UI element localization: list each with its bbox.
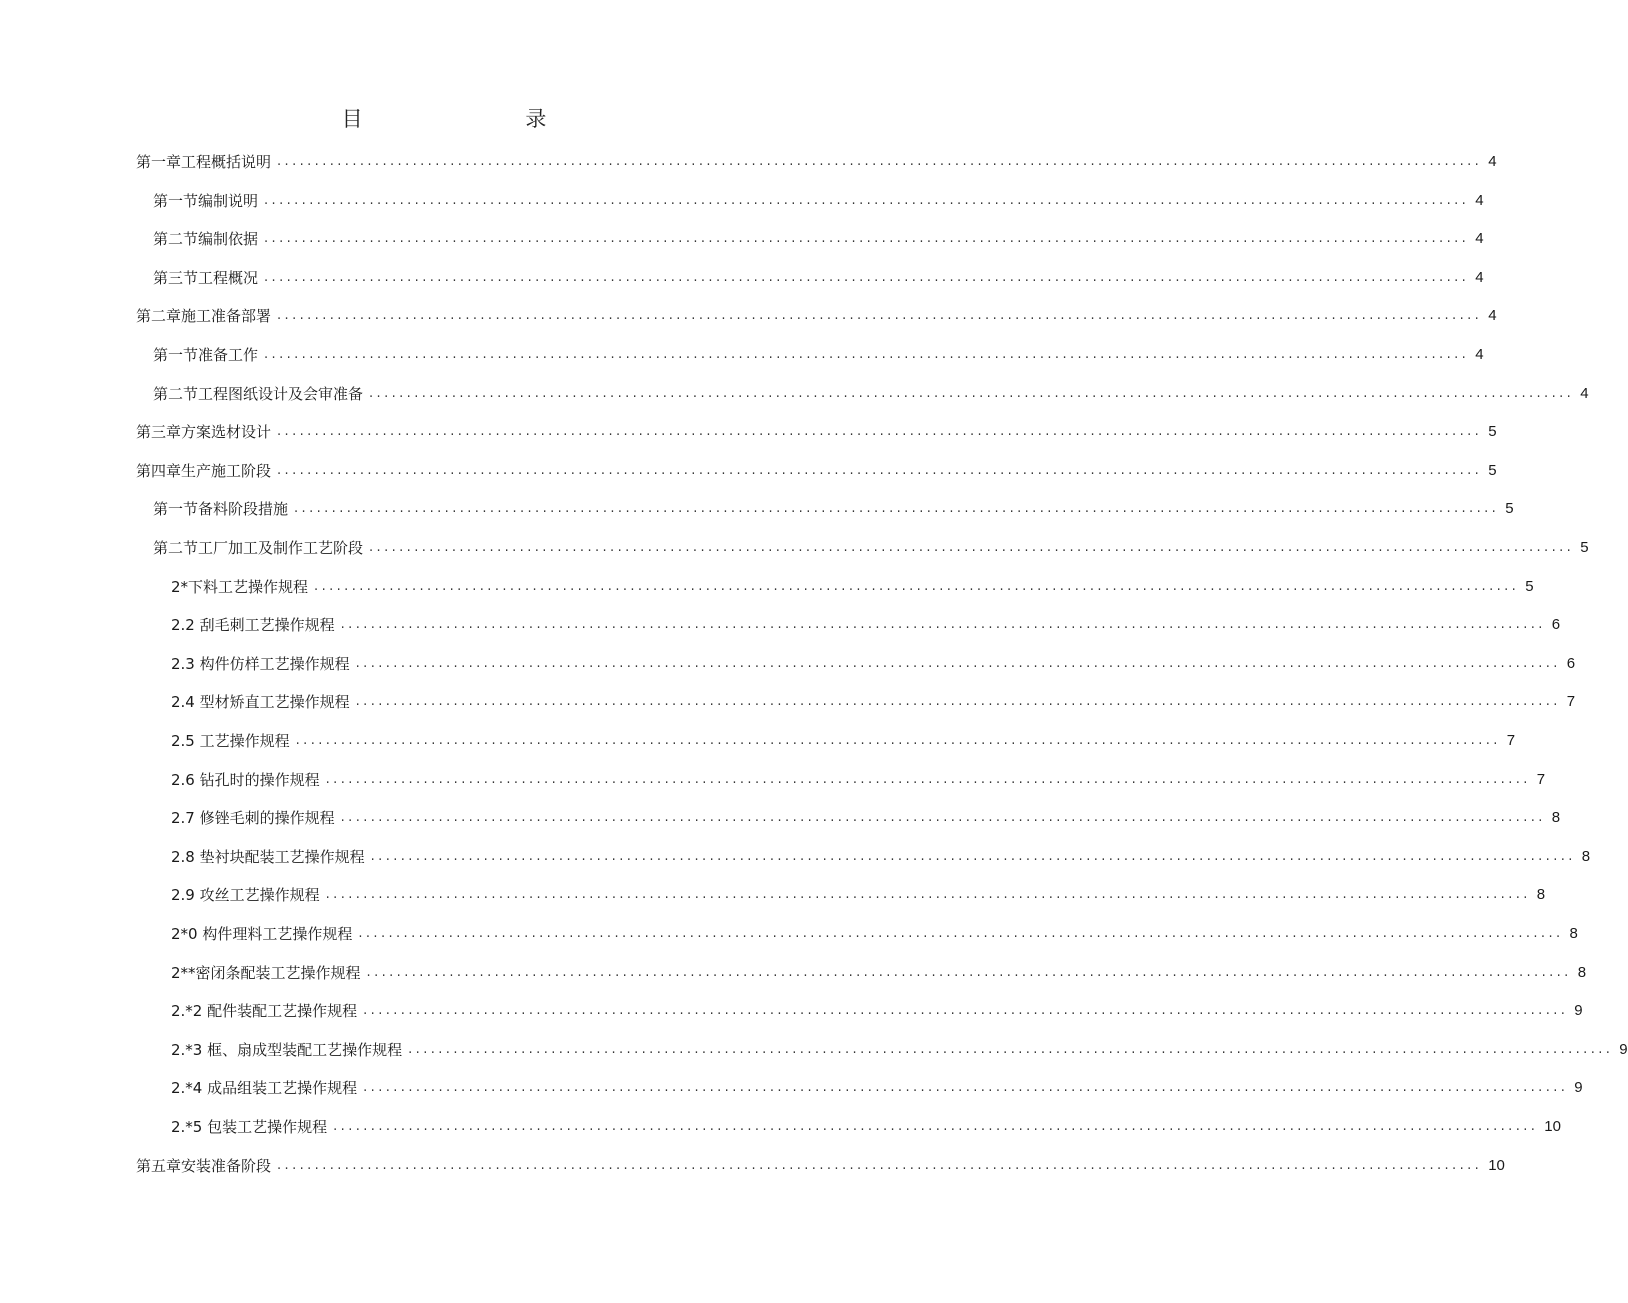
dot-leader: ................................................................................................................................................................ (363, 1080, 1569, 1096)
toc-entry[interactable] (153, 225, 1484, 249)
dot-leader: ................................................................................................................................................................ (277, 308, 1483, 324)
toc-entry[interactable] (171, 804, 1561, 828)
toc-entry-label: 2*下料工艺操作规程 (171, 577, 309, 596)
toc-entry-label: 2.3 构件仿样工艺操作规程 (171, 654, 350, 673)
toc-entry[interactable] (171, 881, 1546, 905)
toc-entry[interactable] (153, 534, 1589, 558)
toc-entry-page-number: 8 (1569, 925, 1578, 942)
toc-entry-label: 2.*4 成品组装工艺操作规程 (171, 1079, 358, 1098)
toc-entry-label: 第三节工程概况 (153, 268, 259, 287)
toc-entry-label: 2**密闭条配装工艺操作规程 (171, 963, 361, 982)
toc-entry[interactable] (171, 1113, 1561, 1137)
toc-entry-page-number: 9 (1574, 1079, 1583, 1097)
toc-entry-page-number: 6 (1551, 616, 1561, 634)
toc-entry-label: 2.*5 包装工艺操作规程 (171, 1118, 328, 1136)
toc-entry[interactable] (171, 766, 1546, 790)
toc-entry-page-number: 6 (1566, 654, 1576, 672)
toc-entry-label: 第三章方案选材设计 (136, 423, 272, 442)
toc-entry[interactable] (153, 187, 1484, 211)
toc-entry-page-number: 7 (1566, 693, 1576, 711)
toc-entry[interactable] (171, 573, 1534, 597)
toc-entry-label: 第一章工程概括说明 (136, 153, 272, 171)
toc-entry[interactable] (153, 341, 1484, 365)
toc-entry-label: 第二节工程图纸设计及会审准备 (153, 384, 364, 403)
toc-entry-page-number: 5 (1525, 577, 1534, 595)
toc-entry-label: 第二节工厂加工及制作工艺阶段 (153, 539, 364, 557)
toc-entry[interactable] (171, 727, 1516, 751)
toc-entry[interactable] (153, 380, 1589, 404)
dot-leader: ................................................................................................................................................................ (358, 926, 1564, 941)
dot-leader: ................................................................................................................................................................ (264, 231, 1470, 247)
toc-entry[interactable] (136, 302, 1497, 326)
dot-leader: ................................................................................................................................................................ (264, 269, 1470, 285)
dot-leader: ................................................................................................................................................................ (363, 1003, 1569, 1019)
toc-entry[interactable] (171, 688, 1576, 712)
toc-entry-page-number: 5 (1488, 461, 1497, 479)
dot-leader: ................................................................................................................................................................ (264, 192, 1470, 208)
toc-entry-label: 第二章施工准备部署 (136, 307, 272, 326)
dot-leader: ................................................................................................................................................................ (366, 964, 1572, 980)
toc-entry-label: 2.9 攻丝工艺操作规程 (171, 886, 320, 905)
toc-entry-page-number: 10 (1544, 1118, 1561, 1135)
dot-leader: ................................................................................................................................................................ (370, 848, 1576, 864)
toc-entry[interactable] (136, 457, 1497, 481)
toc-entry-label: 第四章生产施工阶段 (136, 461, 272, 480)
toc-entry-page-number: 4 (1488, 153, 1497, 170)
dot-leader: ................................................................................................................................................................ (264, 347, 1470, 362)
toc-entry[interactable] (171, 1074, 1583, 1098)
toc-entry-label: 2.8 垫衬块配装工艺操作规程 (171, 847, 365, 866)
toc-entry-page-number: 9 (1574, 1002, 1583, 1020)
dot-leader: ................................................................................................................................................................ (325, 887, 1531, 903)
toc-entry-page-number: 4 (1475, 191, 1484, 209)
dot-leader: ................................................................................................................................................................ (340, 617, 1546, 633)
toc-entry-page-number: 8 (1581, 847, 1591, 865)
dot-leader: ................................................................................................................................................................ (277, 462, 1483, 478)
dot-leader: ................................................................................................................................................................ (314, 578, 1520, 594)
toc-title: 目 录 (341, 107, 625, 131)
dot-leader: ................................................................................................................................................................ (369, 540, 1575, 555)
toc-entry-page-number: 4 (1488, 307, 1497, 325)
dot-leader: ................................................................................................................................................................ (355, 694, 1561, 710)
dot-leader: ................................................................................................................................................................ (325, 771, 1531, 787)
dot-leader: ................................................................................................................................................................ (369, 385, 1575, 401)
toc-entry-page-number: 7 (1536, 770, 1546, 788)
toc-entry[interactable] (153, 264, 1484, 288)
toc-entry-page-number: 4 (1475, 230, 1484, 248)
toc-entry[interactable] (136, 1152, 1505, 1176)
toc-entry-label: 第一节准备工作 (153, 346, 259, 364)
toc-entry[interactable] (171, 650, 1576, 674)
toc-entry-label: 2.4 型材矫直工艺操作规程 (171, 693, 350, 712)
toc-entry-page-number: 5 (1580, 539, 1589, 556)
toc-entry-page-number: 4 (1475, 268, 1484, 286)
dot-leader: ................................................................................................................................................................ (277, 154, 1483, 169)
toc-entry-page-number: 7 (1506, 732, 1516, 749)
toc-entry-page-number: 9 (1619, 1040, 1628, 1058)
toc-entry[interactable] (136, 418, 1497, 442)
toc-entry-page-number: 4 (1475, 346, 1484, 363)
dot-leader: ................................................................................................................................................................ (295, 733, 1501, 748)
toc-entry-label: 2*0 构件理料工艺操作规程 (171, 925, 353, 943)
toc-entry-label: 第五章安装准备阶段 (136, 1156, 272, 1175)
toc-entry-label: 2.5 工艺操作规程 (171, 732, 290, 750)
toc-entry-page-number: 4 (1580, 384, 1589, 402)
toc-entry[interactable] (171, 997, 1583, 1021)
dot-leader: ................................................................................................................................................................ (277, 424, 1483, 440)
toc-entry-page-number: 8 (1577, 963, 1587, 981)
toc-entry[interactable] (153, 495, 1514, 519)
dot-leader: ................................................................................................................................................................ (294, 501, 1500, 517)
toc-entry[interactable] (171, 611, 1561, 635)
toc-entry-page-number: 10 (1488, 1156, 1505, 1174)
toc-entry[interactable] (171, 1036, 1628, 1060)
dot-leader: ................................................................................................................................................................ (340, 810, 1546, 826)
toc-entry-label: 2.*3 框、扇成型装配工艺操作规程 (171, 1040, 403, 1059)
toc-entry-page-number: 8 (1536, 886, 1546, 904)
toc-entry-label: 2.6 钻孔时的操作规程 (171, 770, 320, 789)
toc-entry-label: 2.2 刮毛刺工艺操作规程 (171, 616, 335, 635)
dot-leader: ................................................................................................................................................................ (355, 655, 1561, 671)
toc-entry-page-number: 5 (1505, 500, 1514, 518)
toc-entry-label: 第一节备料阶段措施 (153, 500, 289, 519)
toc-entry-page-number: 5 (1488, 423, 1497, 441)
toc-entry-label: 第二节编制依据 (153, 230, 259, 249)
dot-leader: ................................................................................................................................................................ (333, 1119, 1539, 1134)
dot-leader: ................................................................................................................................................................ (277, 1157, 1483, 1173)
toc-entry-label: 2.7 修锉毛刺的操作规程 (171, 809, 335, 828)
toc-entry-page-number: 8 (1551, 809, 1561, 827)
toc-entry-label: 2.*2 配件装配工艺操作规程 (171, 1002, 358, 1021)
toc-entry[interactable] (136, 148, 1497, 172)
dot-leader: ................................................................................................................................................................ (408, 1041, 1614, 1057)
toc-entry[interactable] (171, 843, 1591, 867)
toc-entry[interactable] (171, 959, 1587, 983)
toc-entry-label: 第一节编制说明 (153, 191, 259, 210)
toc-entry[interactable] (171, 920, 1578, 944)
